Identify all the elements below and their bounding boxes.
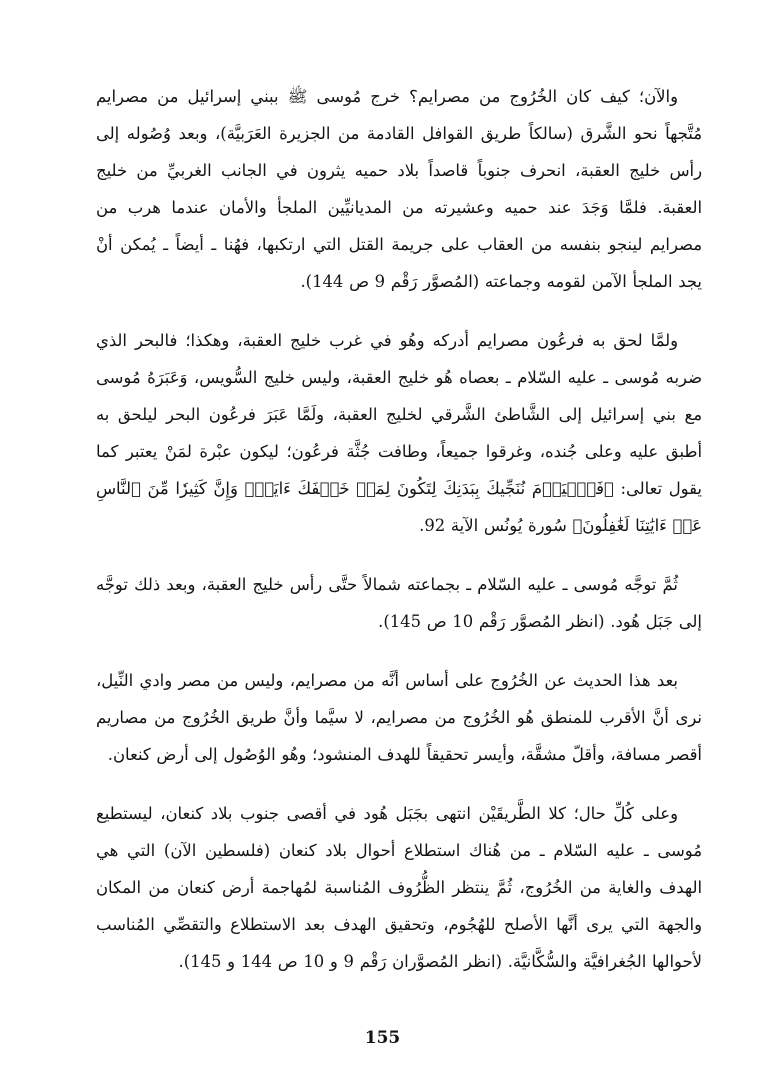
page-body: [96, 78, 702, 1002]
page-number: 155: [364, 1028, 401, 1048]
paragraph-mount-hud: وعلى كُلِّ حال؛ كلا الطَّريقَيْن انتهى بجَبَل هُود في أقصى جنوب بلاد كنعان، ليستطيع مُوسى ـ عليه السّلام ـ من هُناك استطلاع أحوال بلاد كنعان (فلسطين الآن) التي هي الهدف والغاية من الخُرُوج، ثُمَّ ينتظر الظُّرُوف المُناسبة لمُهاجمة أرض كنعان من المكان والجهة التي يرى أنَّها الأصلح للهُجُوم، وتحقيق الهدف بعد الاستطلاع والتقصِّي المُناسب لأحوالها الجُغرافيَّة والسُّكَّانيَّة. (انظر المُصوَّران رَقْم 9 و 10 ص 144 و 145).: [96, 804, 702, 971]
paragraph-pharaoh-pursuit: ولمَّا لحق به فرعُون مصرايم أدركه وهُو في غرب خليج العقبة، وهكذا؛ فالبحر الذي ضربه مُوسى ـ عليه السّلام ـ بعصاه هُو خليج العقبة، وليس خليج السُّويس، وَعَبَرَهُ مُوسى مع بني إسرائيل إلى الشَّاطئ الشَّرقي لخليج العقبة، ولَمَّا عَبَرَ فرعُون البحر ليلحق به أطبق عليه وعلى جُنده، وغرقوا جميعاً، وطافت جُثَّة فرعُون؛ ليكون عبْرة لمَنْ يعتبر كما يقول تعالى: ﴿فَٱلۡيَوۡمَ نُنَجِّيكَ بِبَدَنِكَ لِتَكُونَ لِمَنۡ خَلۡفَكَ ءَايَةٗۚ وَإِنَّ كَثِيرٗا مِّنَ ٱلنَّاسِ عَنۡ ءَايَٰتِنَا لَغَٰفِلُونَ﴾ سُورة يُونُس الآية 92.: [96, 331, 702, 535]
paragraph-conclusion-mitzrayim: بعد هذا الحديث عن الخُرُوج على أساس أنَّه من مصرايم، وليس من مصر وادي النِّيل، نرى أنَّ الأقرب للمنطق هُو الخُرُوج من مصرايم، لا سيَّما وأنَّ طريق الخُرُوج من مصاريم أقصر مسافة، وأقلّ مشقَّة، وأيسر تحقيقاً للهدف المنشود؛ وهُو الوُصُول إلى أرض كنعان.: [96, 671, 702, 764]
paragraph-exodus-route: والآن؛ كيف كان الخُرُوج من مصرايم؟ خرج مُوسى ﷺ ببني إسرائيل من مصرايم مُتَّجهاً نحو الشَّرق (سالكاً طريق القوافل القادمة من الجزيرة العَرَبيَّة)، وبعد وُصُوله إلى رأس خليج العقبة، انحرف جنوباً قاصداً بلاد حميه يثرون في الجانب الغربيِّ من خليج العقبة. فلمَّا وَجَدَ عند حميه وعشيرته من المديانيِّين الملجأ والأمان عندما هرب من مصرايم لينجو بنفسه من العقاب على جريمة القتل التي ارتكبها، فهُنا ـ أيضاً ـ يُمكن أنْ يجد الملجأ الآمن لقومه وجماعته (المُصوَّر رَقْم 9 ص 144).: [96, 87, 702, 291]
paragraph-journey-north: ثُمَّ توجَّه مُوسى ـ عليه السّلام ـ بجماعته شمالاً حتَّى رأس خليج العقبة، وبعد ذلك توجَّه إلى جَبَل هُود. (انظر المُصوَّر رَقْم 10 ص 145).: [96, 575, 702, 631]
